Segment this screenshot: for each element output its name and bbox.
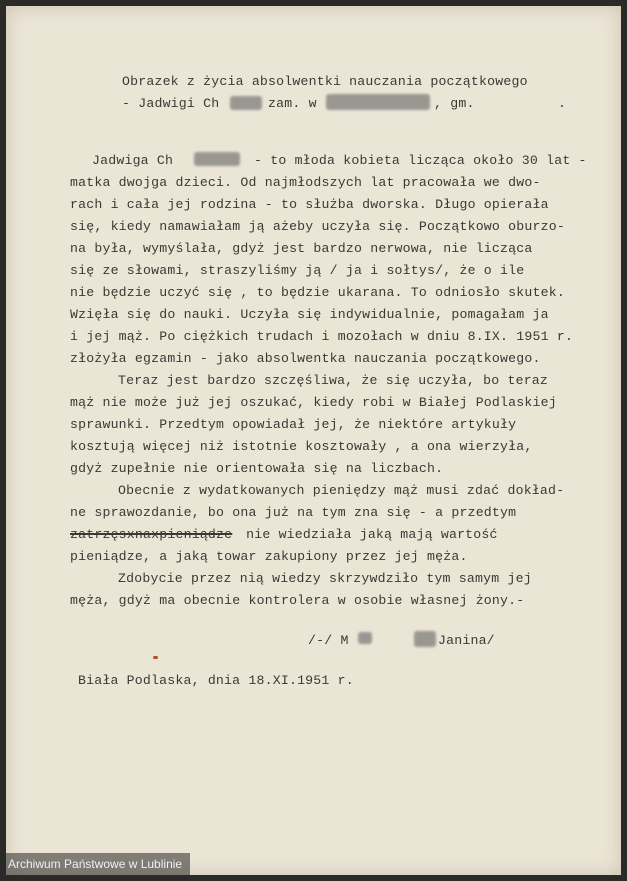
- body-line: mąż nie może już jej oszukać, kiedy robi w Białej Podlaskiej: [70, 395, 557, 410]
- place-date: Biała Podlaska, dnia 18.XI.1951 r.: [78, 673, 354, 688]
- body-line: gdyż zupełnie nie orientowała się na liczbach.: [70, 461, 444, 476]
- body-line: Zdobycie przez nią wiedzy skrzywdziło tym samym jej: [118, 571, 532, 586]
- body-line: matka dwojga dzieci. Od najmłodszych lat pracowała we dwo-: [70, 175, 541, 190]
- body-line: nie wiedziała jaką mają wartość: [238, 527, 498, 542]
- body-line: Jadwiga Ch: [92, 153, 174, 168]
- body-line: Teraz jest bardzo szczęśliwa, że się uczyła, bo teraz: [118, 373, 549, 388]
- signature-name: Janina/: [438, 633, 495, 648]
- body-line: męża, gdyż ma obecnie kontrolera w osobie własnej żony.-: [70, 593, 525, 608]
- title-line-1: Obrazek z życia absolwentki nauczania początkowego: [122, 74, 528, 89]
- title-line-2-suffix: , gm.: [434, 96, 475, 111]
- body-line: pieniądze, a jaką towar zakupiony przez jej męża.: [70, 549, 468, 564]
- body-line: ne sprawozdanie, bo ona już na tym zna się - a przedtym: [70, 505, 517, 520]
- body-line: rach i cała jej rodzina - to służba dworska. Długo opierała: [70, 197, 549, 212]
- struck-out-text: zatrzęsxnaxpieniądze: [70, 527, 233, 542]
- signature-prefix: /-/ M: [308, 633, 349, 648]
- ink-mark: [153, 656, 158, 659]
- body-line: na była, wymyślała, gdyż jest bardzo nerwowa, nie licząca: [70, 241, 533, 256]
- redaction-mark: [230, 96, 262, 110]
- redaction-mark: [194, 152, 240, 166]
- redaction-mark: [414, 631, 436, 647]
- body-line: się, kiedy namawiałam ją ażeby uczyła się. Początkowo oburzo-: [70, 219, 565, 234]
- body-line: sprawunki. Przedtym opowiadał jej, że niektóre artykuły: [70, 417, 517, 432]
- document-page: [6, 6, 621, 875]
- body-line: złożyła egzamin - jako absolwentka nauczania początkowego.: [70, 351, 541, 366]
- title-line-2-prefix: - Jadwigi Ch: [122, 96, 220, 111]
- redaction-mark: [358, 632, 372, 644]
- body-line: się ze słowami, straszyliśmy ją / ja i sołtys/, że o ile: [70, 263, 525, 278]
- body-line: nie będzie uczyć się , to będzie ukarana. To odniosło skutek.: [70, 285, 565, 300]
- archive-watermark: Archiwum Państwowe w Lublinie: [0, 853, 190, 875]
- body-line: Wzięła się do nauki. Uczyła się indywidualnie, pomagałam ja: [70, 307, 549, 322]
- title-line-2-mid: zam. w: [268, 96, 317, 111]
- title-line-2-end: .: [558, 96, 567, 111]
- body-line: - to młoda kobieta licząca około 30 lat -: [254, 153, 587, 168]
- redaction-mark: [326, 94, 430, 110]
- body-line: i jej mąż. Po ciężkich trudach i mozołach w dniu 8.IX. 1951 r.: [70, 329, 574, 344]
- body-line: kosztują więcej niż istotnie kosztowały , a ona wierzyła,: [70, 439, 533, 454]
- body-line: Obecnie z wydatkowanych pieniędzy mąż musi zdać dokład-: [118, 483, 565, 498]
